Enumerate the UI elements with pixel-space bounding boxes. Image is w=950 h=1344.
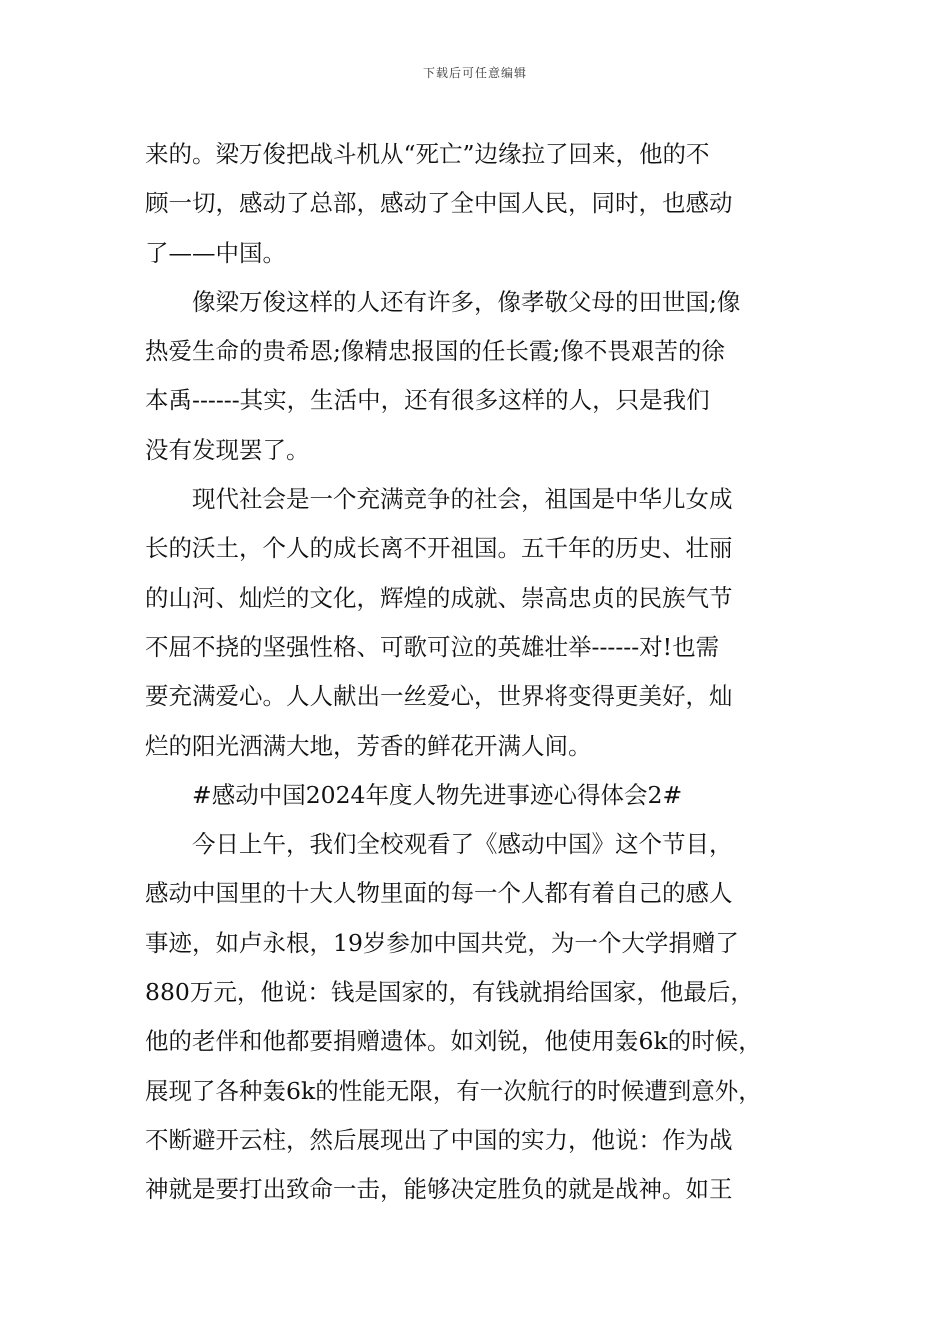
text-line: 要充满爱心。人人献出一丝爱心，世界将变得更美好，灿 xyxy=(145,682,733,711)
text-line: 神就是要打出致命一击，能够决定胜负的就是战神。如王 xyxy=(145,1175,733,1204)
section-heading: #感动中国2024年度人物先进事迹心得体会2# xyxy=(192,780,683,809)
text-line: 烂的阳光洒满大地，芳香的鲜花开满人间。 xyxy=(145,731,592,760)
text-line: 不断避开云柱，然后展现出了中国的实力，他说：作为战 xyxy=(145,1125,733,1154)
text-line: 了——中国。 xyxy=(145,238,286,267)
text-line: 他的老伴和他都要捐赠遗体。如刘锐，他使用轰6k的时候， xyxy=(145,1027,762,1056)
text-line: 像梁万俊这样的人还有许多，像孝敬父母的田世国;像 xyxy=(192,287,741,316)
text-line: 顾一切，感动了总部，感动了全中国人民，同时，也感动 xyxy=(145,189,733,218)
text-line: 880万元，他说：钱是国家的，有钱就捐给国家，他最后， xyxy=(145,978,754,1007)
text-line: 现代社会是一个充满竞争的社会，祖国是中华儿女成 xyxy=(192,485,733,514)
text-line: 感动中国里的十大人物里面的每一个人都有着自己的感人 xyxy=(145,879,733,908)
text-line: 没有发现罢了。 xyxy=(145,435,310,464)
header-note: 下载后可任意编辑 xyxy=(422,66,527,80)
text-line: 长的沃土，个人的成长离不开祖国。五千年的历史、壮丽 xyxy=(145,534,733,563)
text-line: 展现了各种轰6k的性能无限，有一次航行的时候遭到意外， xyxy=(145,1076,762,1105)
body-text xyxy=(145,130,825,1215)
text-line: 本禹------其实，生活中，还有很多这样的人，只是我们 xyxy=(145,386,710,415)
text-line: 热爱生命的贵希恩;像精忠报国的任长霞;像不畏艰苦的徐 xyxy=(145,337,725,366)
text-line: 不屈不挠的坚强性格、可歌可泣的英雄壮举------对!也需 xyxy=(145,632,720,661)
text-line: 的山河、灿烂的文化，辉煌的成就、崇高忠贞的民族气节 xyxy=(145,583,733,612)
text-line: 事迹，如卢永根，19岁参加中国共党，为一个大学捐赠了 xyxy=(145,928,739,957)
text-line: 来的。梁万俊把战斗机从“死亡”边缘拉了回来，他的不 xyxy=(145,140,710,168)
text-line: 今日上午，我们全校观看了《感动中国》这个节目， xyxy=(192,830,733,859)
